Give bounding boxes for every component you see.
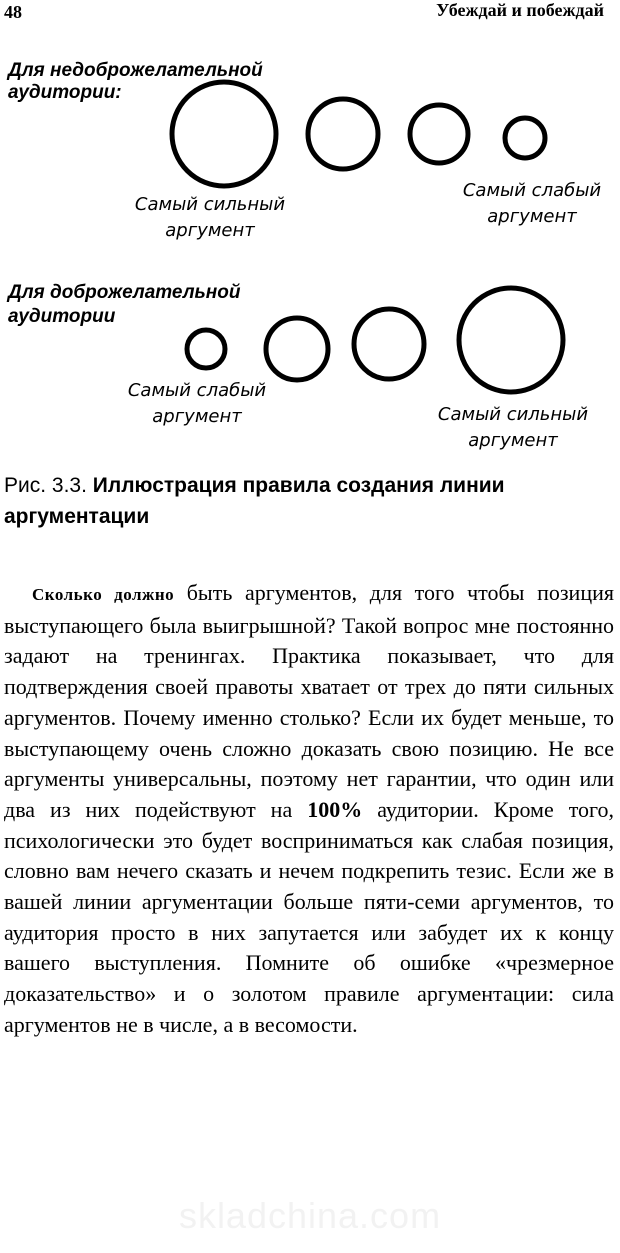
figure-illustration — [0, 40, 620, 480]
bottom-first-label-line1: Самый слабый — [127, 380, 267, 401]
bottom-circle-3 — [354, 309, 424, 379]
watermark: skladchina.com — [178, 1195, 442, 1236]
page-header — [0, 0, 620, 30]
bottom-group-label-line2: аудитории — [8, 306, 116, 327]
bottom-first-label-line2: аргумент — [152, 406, 242, 427]
top-first-label-line1: Самый сильный — [134, 194, 286, 215]
paragraph-text-part1: быть аргументов, для того чтобы позиция выступающего была выигрышной? Такой вопрос мне постоянно задают на тренингах. Практика показывает, что для подтверждения своей правоты хватает от трех до пяти сильных аргументов. Почему именно столько? Если их будет меньше, то выступающему очень сложно доказать свою позицию. Не все аргументы универсальны, поэтому нет гарантии, что один или два из них подействуют на — [4, 580, 614, 822]
bottom-circle-4 — [459, 288, 563, 392]
bottom-last-label-line2: аргумент — [468, 430, 558, 451]
paragraph-bold-percent: 100% — [307, 796, 363, 822]
top-group-label-line1: Для недоброжелательной — [8, 60, 263, 81]
top-last-label-line1: Самый слабый — [462, 180, 602, 201]
top-circle-4 — [505, 118, 545, 158]
figure-argument-line — [0, 40, 620, 480]
top-first-label-line2: аргумент — [165, 220, 255, 241]
bottom-group-label-line1: Для доброжелательной — [8, 282, 241, 303]
bottom-circle-2 — [266, 318, 328, 380]
top-group-label-line2: аудитории: — [8, 82, 122, 103]
caption-number: Рис. 3.3. — [4, 474, 87, 497]
top-circle-3 — [410, 105, 468, 163]
bottom-last-label-line1: Самый сильный — [437, 404, 589, 425]
paragraph-lead-in: Сколько должно — [32, 585, 175, 604]
body-paragraph — [4, 578, 614, 1041]
top-circle-2 — [308, 99, 378, 169]
top-last-label-line2: аргумент — [487, 206, 577, 227]
paragraph-text-part2: аудитории. Кроме того, психологически это будет восприниматься как слабая позиция, словно вам нечего сказать и нечем подкрепить тезис. Если же в вашей линии аргументации больше пяти-семи аргументов, то аудитория просто в них запутается или забудет их к концу вашего выступления. Помните об ошибке «чрезмерное доказательство» и о золотом правиле аргументации: сила аргументов не в числе, а в весомости. — [4, 796, 615, 1037]
top-circle-1 — [172, 82, 276, 186]
figure-caption — [4, 470, 564, 532]
bottom-circle-1 — [187, 330, 225, 368]
running-title: Убеждай и побеждай — [436, 0, 604, 20]
page-number: 48 — [4, 2, 22, 22]
caption-text: Иллюстрация правила создания линии аргументации — [4, 474, 505, 528]
